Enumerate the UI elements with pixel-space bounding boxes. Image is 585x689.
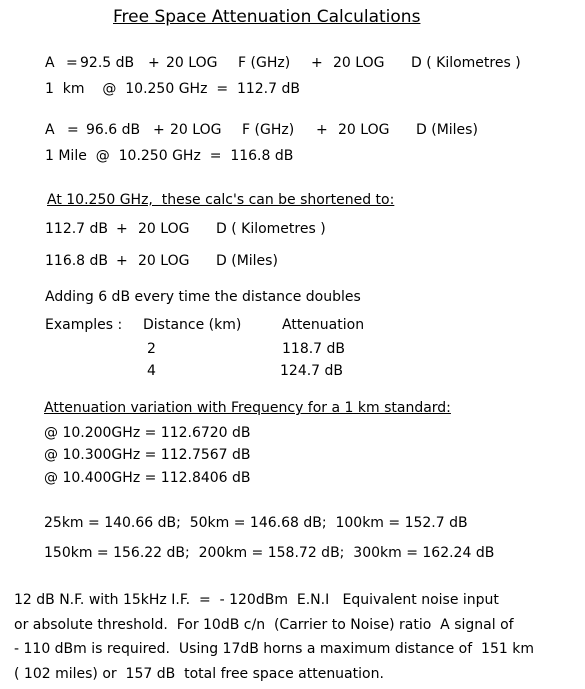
short-miles-plus: + — [116, 253, 128, 269]
frequency-row: @ 10.200GHz = 112.6720 dB — [44, 425, 251, 441]
short-miles-value: 116.8 dB — [45, 253, 109, 269]
page-title: Free Space Attenuation Calculations — [113, 7, 421, 27]
formula-km-plus2: + — [311, 55, 323, 71]
formula-miles-const: 96.6 dB — [86, 122, 141, 138]
distance-line-2: 150km = 156.22 dB; 200km = 158.72 dB; 300km = 162.24 dB — [44, 545, 495, 561]
noise-line: 12 dB N.F. with 15kHz I.F. = - 120dBm E.N.I Equivalent noise input — [14, 592, 499, 608]
short-km-d: D ( Kilometres ) — [216, 221, 326, 237]
distance-line-1: 25km = 140.66 dB; 50km = 146.68 dB; 100km = 152.7 dB — [44, 515, 468, 531]
short-miles-d: D (Miles) — [216, 253, 278, 269]
formula-miles-log1: 20 LOG — [170, 122, 222, 138]
frequency-heading: Attenuation variation with Frequency for a 1 km standard: — [44, 400, 451, 416]
shortened-heading: At 10.250 GHz, these calc's can be shortened to: — [47, 192, 395, 208]
formula-miles-eq: = — [67, 122, 79, 138]
noise-line: ( 102 miles) or 157 dB total free space attenuation. — [14, 665, 384, 682]
formula-miles-a: A — [45, 122, 55, 138]
formula-miles-plus2: + — [316, 122, 328, 138]
frequency-row: @ 10.400GHz = 112.8406 dB — [44, 470, 251, 486]
noise-line: - 110 dBm is required. Using 17dB horns a maximum distance of 151 km — [14, 641, 534, 657]
row-attenuation: 124.7 dB — [280, 363, 344, 379]
short-miles-log: 20 LOG — [138, 253, 190, 269]
formula-miles-d: D (Miles) — [416, 122, 478, 138]
formula-km-const: 92.5 dB — [80, 55, 135, 71]
short-km-value: 112.7 dB — [45, 221, 109, 237]
formula-km-f: F (GHz) — [238, 55, 291, 71]
row-attenuation: 118.7 dB — [282, 341, 346, 357]
result-km: 1 km @ 10.250 GHz = 112.7 dB — [45, 81, 300, 97]
result-miles: 1 Mile @ 10.250 GHz = 116.8 dB — [45, 148, 294, 164]
formula-km-a: A — [45, 55, 55, 71]
examples-label: Examples : — [45, 317, 123, 333]
row-distance: 4 — [147, 363, 156, 379]
formula-km-plus1: + — [148, 55, 160, 71]
noise-paragraph — [14, 588, 534, 686]
col-attenuation-header: Attenuation — [282, 317, 365, 333]
short-km-plus: + — [116, 221, 128, 237]
col-distance-header: Distance (km) — [143, 317, 242, 333]
frequency-row: @ 10.300GHz = 112.7567 dB — [44, 447, 251, 463]
formula-miles-log2: 20 LOG — [338, 122, 390, 138]
formula-miles-plus1: + — [153, 122, 165, 138]
doubling-note: Adding 6 dB every time the distance doubles — [45, 289, 361, 305]
formula-km-d: D ( Kilometres ) — [411, 55, 521, 71]
row-distance: 2 — [147, 341, 156, 357]
formula-miles-f: F (GHz) — [242, 122, 295, 138]
short-km-log: 20 LOG — [138, 221, 190, 237]
formula-km-eq: = — [66, 55, 78, 71]
formula-km-log1: 20 LOG — [166, 55, 218, 71]
formula-km-log2: 20 LOG — [333, 55, 385, 71]
noise-line: or absolute threshold. For 10dB c/n (Carrier to Noise) ratio A signal of — [14, 616, 514, 633]
